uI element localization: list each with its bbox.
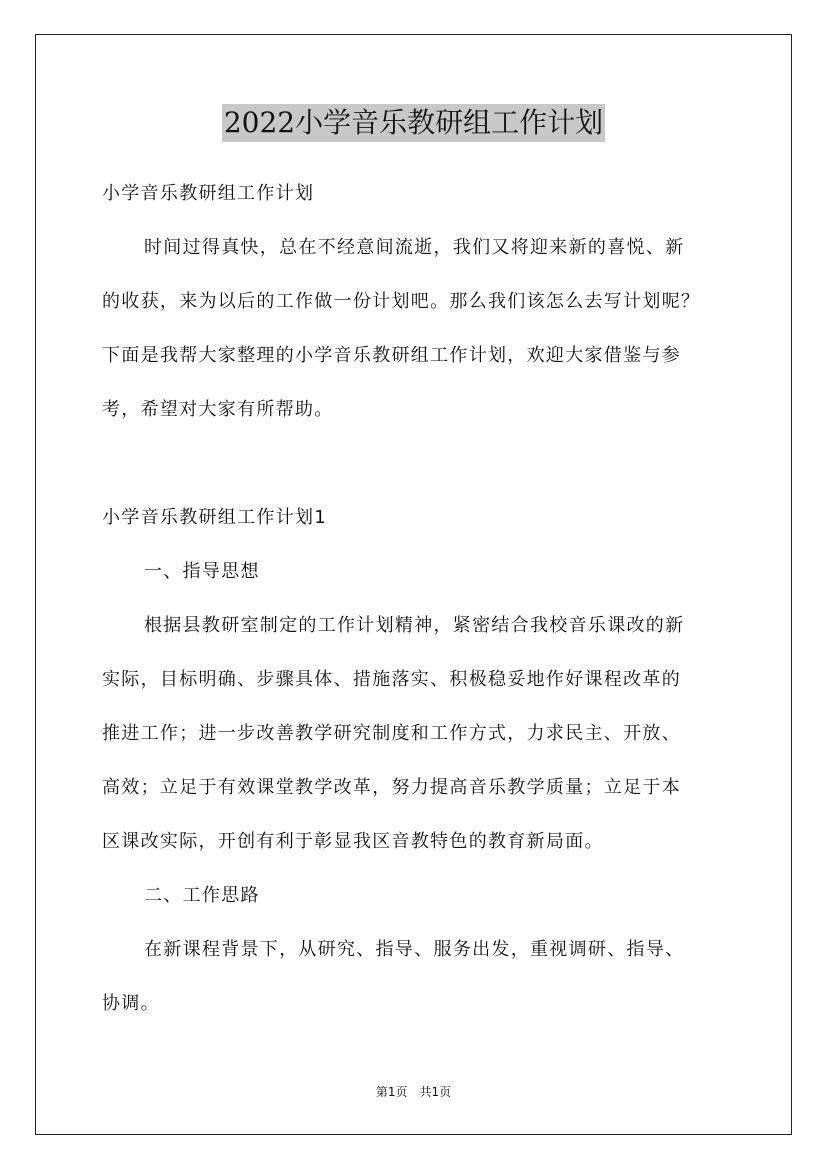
document-heading[interactable]: 小学音乐教研组工作计划 — [102, 183, 315, 204]
part1-line[interactable]: 根据县教研室制定的工作计划精神，紧密结合我校音乐课改的新 — [144, 615, 685, 636]
part2-line[interactable]: 协调。 — [102, 993, 160, 1014]
part2-heading[interactable]: 二、工作思路 — [144, 885, 260, 906]
title-container — [0, 104, 827, 142]
part1-line[interactable]: 区课改实际，开创有利于彰显我区音教特色的教育新局面。 — [102, 831, 604, 852]
intro-line[interactable]: 下面是我帮大家整理的小学音乐教研组工作计划，欢迎大家借鉴与参 — [102, 345, 681, 366]
part1-line[interactable]: 实际，目标明确、步骤具体、措施落实、积极稳妥地作好课程改革的 — [102, 669, 681, 690]
intro-line[interactable]: 时间过得真快，总在不经意间流逝，我们又将迎来新的喜悦、新 — [144, 237, 685, 258]
part1-heading[interactable]: 一、指导思想 — [144, 561, 260, 582]
part2-line[interactable]: 在新课程背景下，从研究、指导、服务出发，重视调研、指导、 — [144, 939, 685, 960]
page-footer: 第1页 共1页 — [375, 1085, 452, 1099]
intro-line[interactable]: 的收获，来为以后的工作做一份计划吧。那么我们该怎么去写计划呢？ — [102, 291, 701, 312]
section-heading[interactable]: 小学音乐教研组工作计划1 — [102, 507, 328, 528]
document-title[interactable]: 2022小学音乐教研组工作计划 — [222, 104, 605, 142]
part1-line[interactable]: 高效；立足于有效课堂教学改革，努力提高音乐教学质量；立足于本 — [102, 777, 681, 798]
intro-line[interactable]: 考，希望对大家有所帮助。 — [102, 399, 334, 420]
part1-line[interactable]: 推进工作；进一步改善教学研究制度和工作方式，力求民主、开放、 — [102, 723, 681, 744]
